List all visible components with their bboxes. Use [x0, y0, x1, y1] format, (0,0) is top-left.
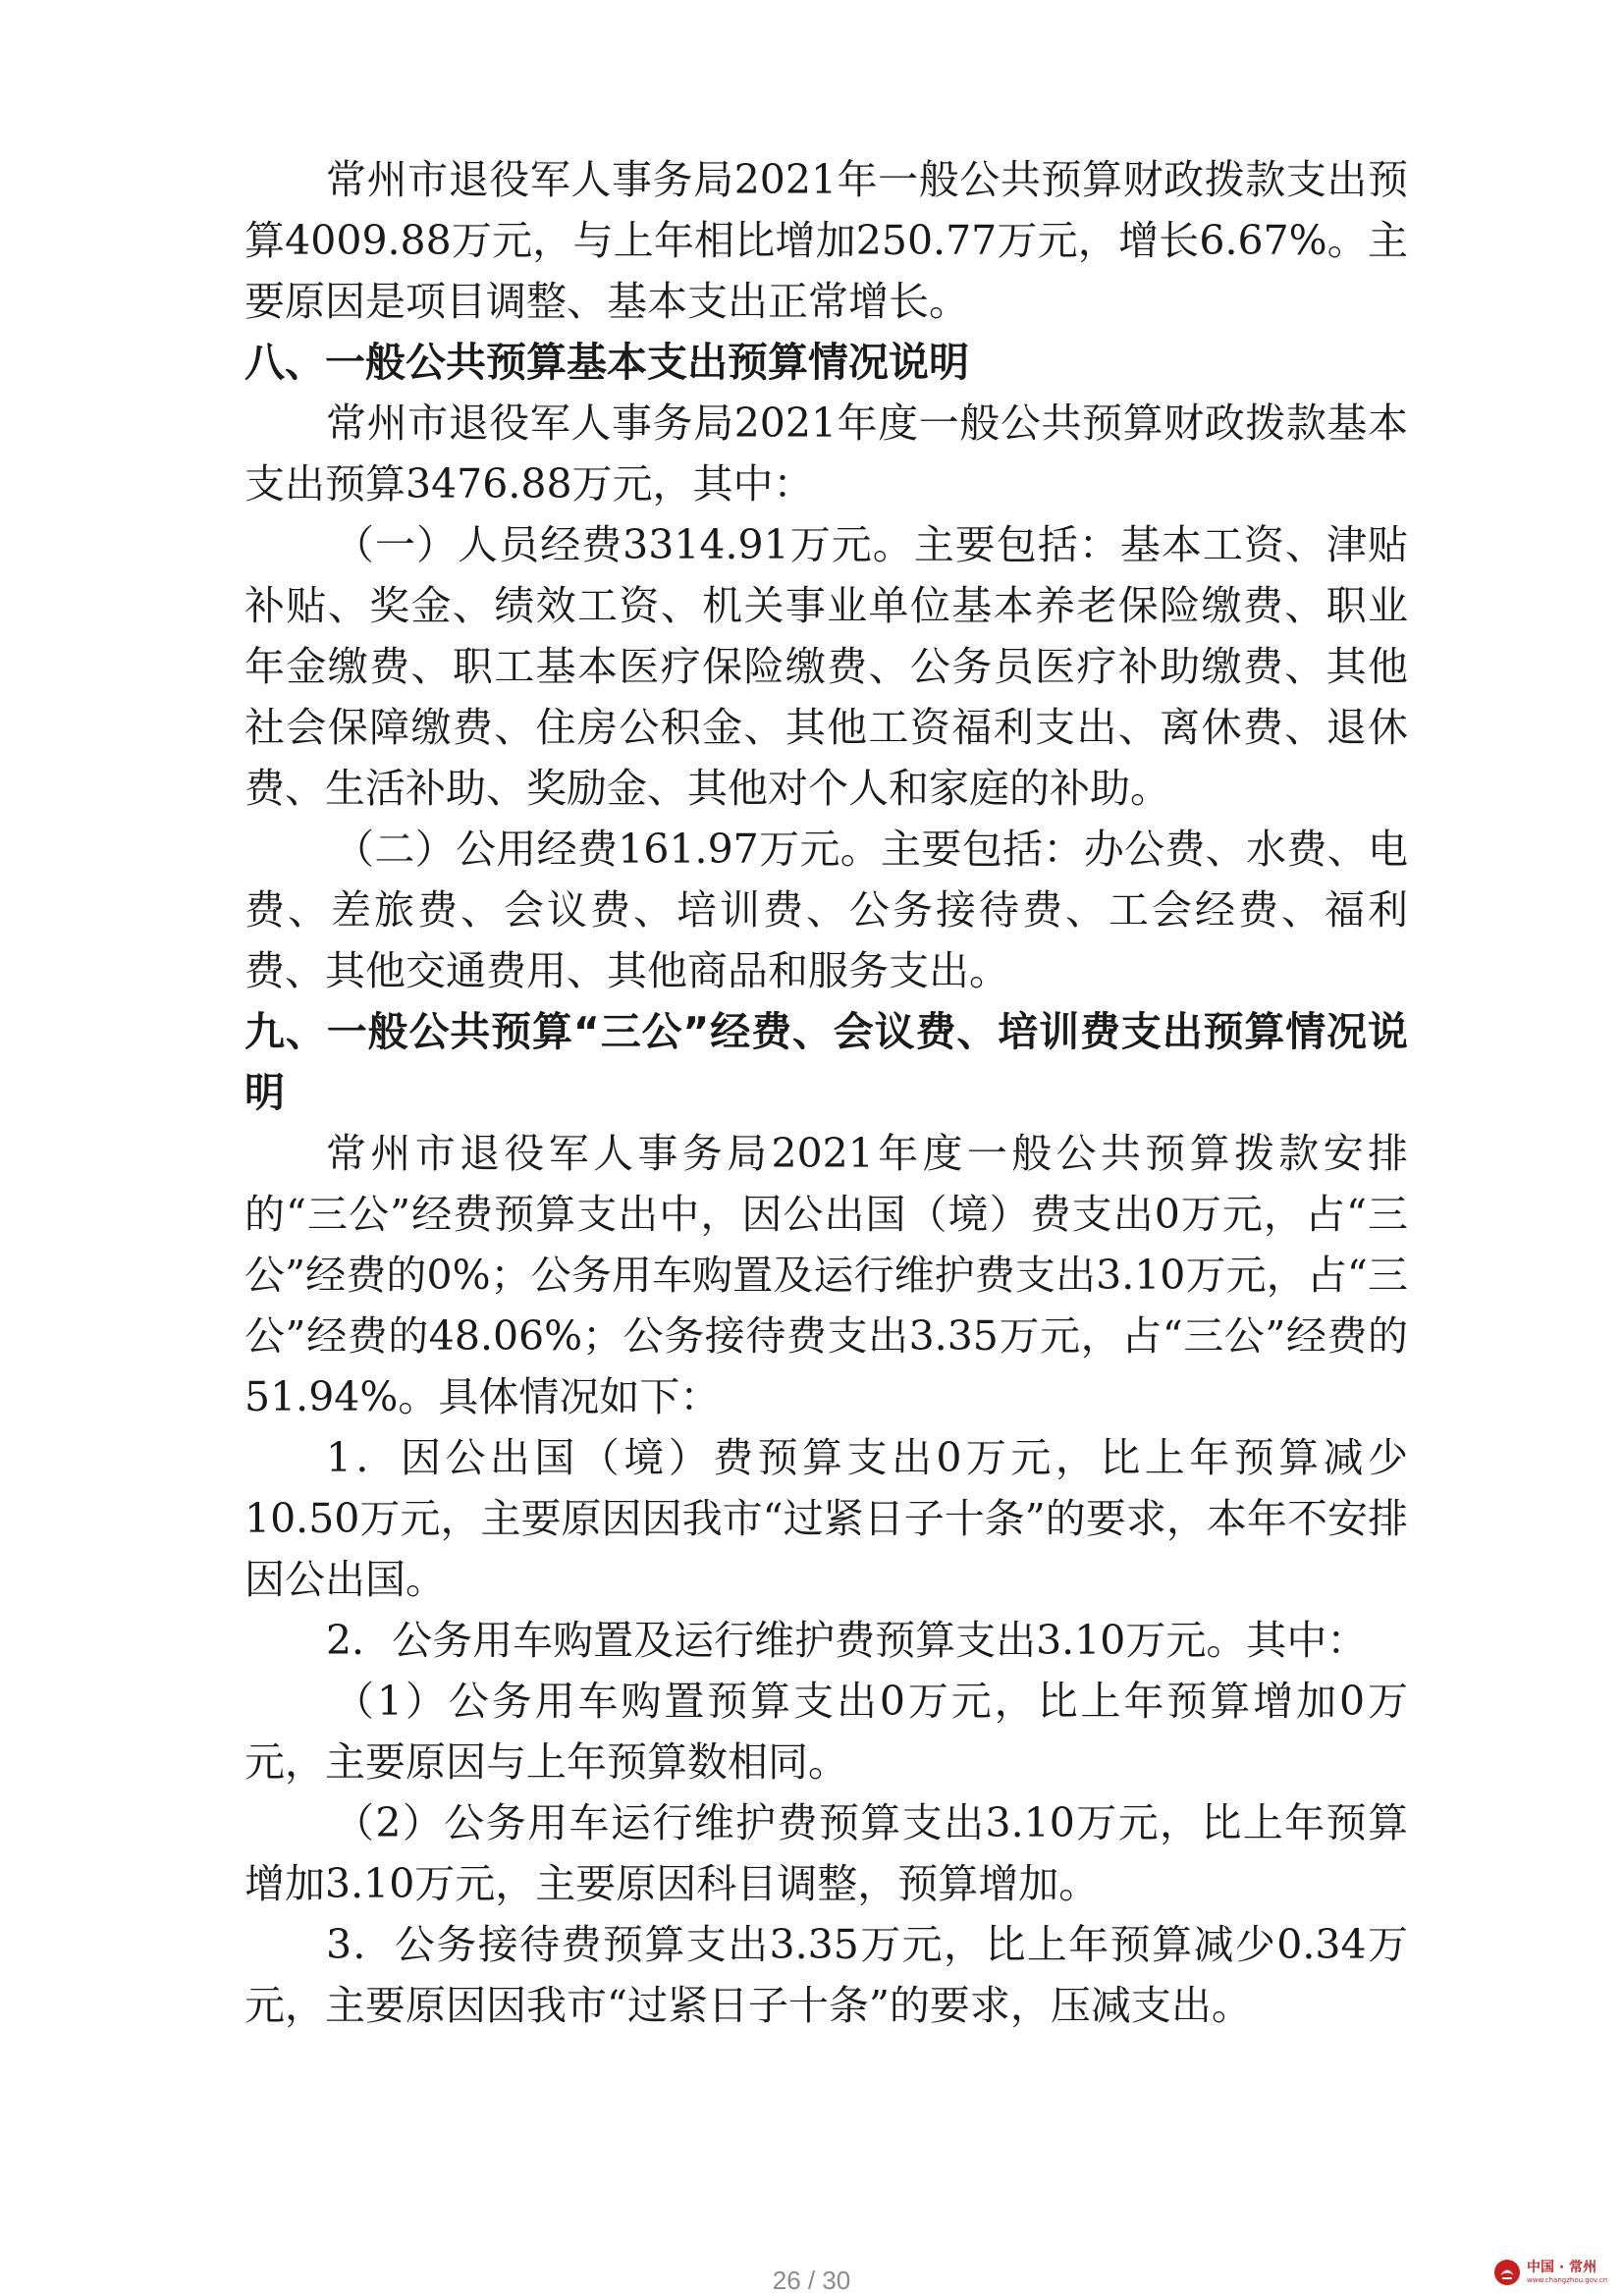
paragraph-basic-expenditure: 常州市退役军人事务局2021年度一般公共预算财政拨款基本支出预算3476.88万元，其中：: [244, 400, 1408, 507]
heading-section-9: 九、一般公共预算“三公”经费、会议费、培训费支出预算情况说明: [244, 1008, 1408, 1116]
paragraph-public-costs: （二）公用经费161.97万元。主要包括：办公费、水费、电费、差旅费、会议费、培训费、公务接待费、工会经费、福利费、其他交通费用、其他商品和服务支出。: [244, 826, 1408, 994]
paragraph-personnel-costs: （一）人员经费3314.91万元。主要包括：基本工资、津贴补贴、奖金、绩效工资、机关事业单位基本养老保险缴费、职业年金缴费、职工基本医疗保险缴费、公务员医疗补助缴费、其他社会保障缴费、住房公积金、其他工资福利支出、离休费、退休费、生活补助、奖励金、其他对个人和家庭的补助。: [244, 521, 1408, 812]
document-body: [244, 149, 1408, 2036]
paragraph-reception-costs: 3．公务接待费预算支出3.35万元，比上年预算减少0.34万元，主要原因因我市“过紧日子十条”的要求，压减支出。: [244, 1921, 1408, 2029]
paragraph-vehicle-purchase: （1）公务用车购置预算支出0万元，比上年预算增加0万元，主要原因与上年预算数相同。: [244, 1678, 1408, 1786]
paragraph-vehicle-maintenance: （2）公务用车运行维护费预算支出3.10万元，比上年预算增加3.10万元，主要原因科目调整，预算增加。: [244, 1799, 1408, 1907]
page-number: 26 / 30: [772, 2266, 851, 2295]
changzhou-logo: [1493, 2254, 1609, 2291]
paragraph-budget-summary: 常州市退役军人事务局2021年一般公共预算财政拨款支出预算4009.88万元，与上年相比增加250.77万元，增长6.67%。主要原因是项目调整、基本支出正常增长。: [244, 156, 1408, 325]
paragraph-vehicle-costs: 2．公务用车购置及运行维护费预算支出3.10万元。其中：: [326, 1617, 1368, 1664]
heading-section-8: 八、一般公共预算基本支出预算情况说明: [244, 339, 969, 386]
paragraph-three-public-overview: 常州市退役军人事务局2021年度一般公共预算拨款安排的“三公”经费预算支出中，因公出国（境）费支出0万元，占“三公”经费的0%；公务用车购置及运行维护费支出3.10万元，占“三公”经费的48.06%；公务接待费支出3.35万元，占“三公”经费的51.94%。具体情况如下：: [244, 1130, 1408, 1420]
logo-title: 中国 · 常州: [1527, 2260, 1597, 2275]
logo-subtitle: www.changzhou.gov.cn: [1527, 2276, 1608, 2284]
city-emblem-icon: [1493, 2259, 1521, 2286]
paragraph-overseas-travel: 1．因公出国（境）费预算支出0万元，比上年预算减少10.50万元，主要原因因我市“过紧日子十条”的要求，本年不安排因公出国。: [244, 1434, 1408, 1603]
